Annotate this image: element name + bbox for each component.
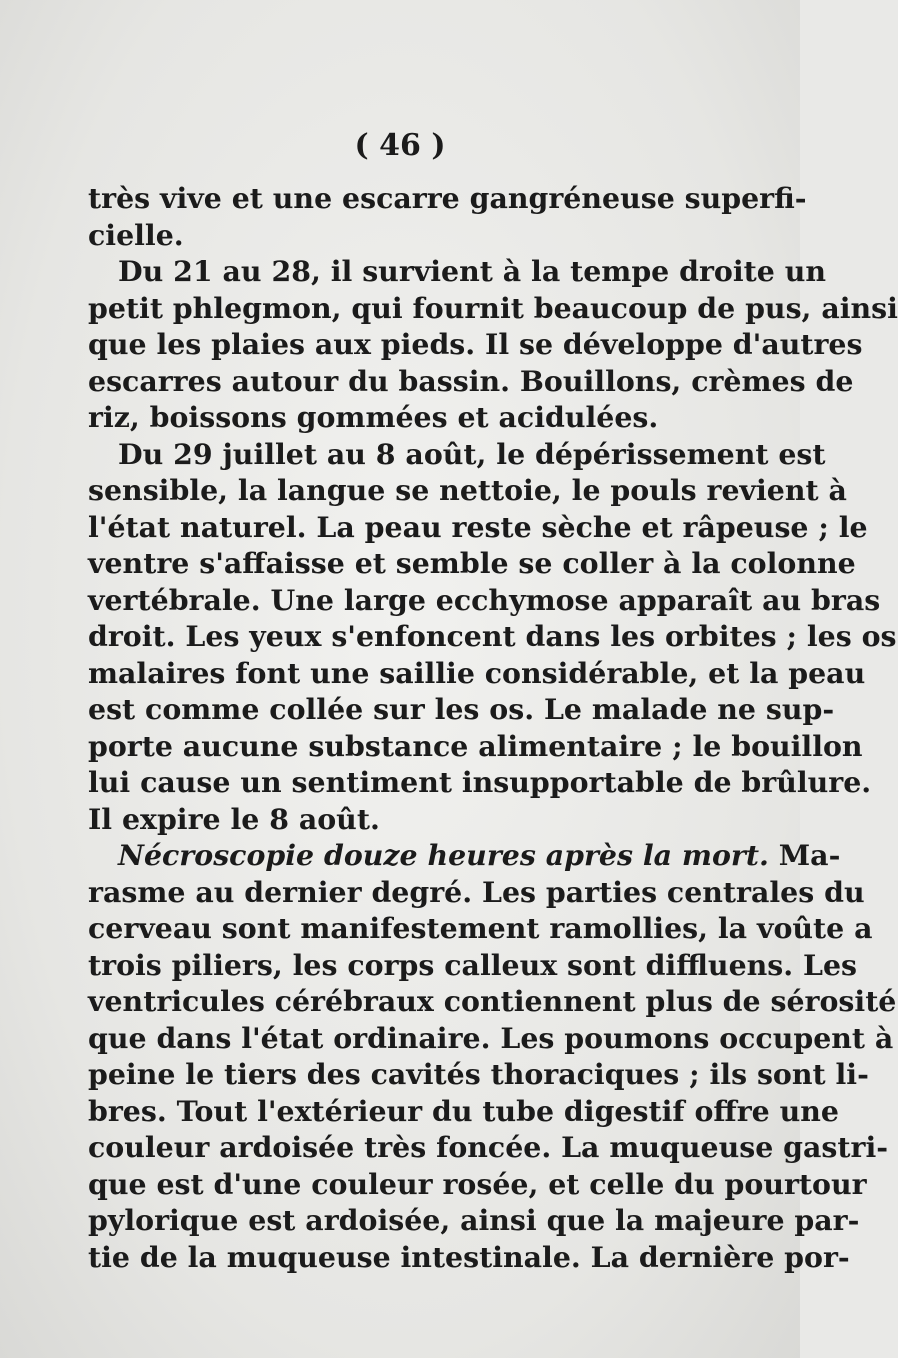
text-line: Il expire le 8 août. bbox=[88, 801, 380, 836]
text-line: très vive et une escarre gangréneuse superfi- bbox=[88, 181, 807, 215]
text-line: est comme collée sur les os. Le malade ne sup- bbox=[88, 692, 835, 726]
text-line: tie de la muqueuse intestinale. La dernière por- bbox=[88, 1239, 850, 1274]
text-line: rasme au dernier degré. Les parties centrales du bbox=[88, 874, 865, 909]
paragraph-start-line: Du 21 au 28, il survient à la tempe droite un bbox=[118, 254, 826, 288]
text-line: porte aucune substance alimentaire ; le bouillon bbox=[88, 728, 863, 763]
text-line: que les plaies aux pieds. Il se développe d'autres bbox=[88, 327, 863, 361]
text-line: cerveau sont manifestement ramollies, la voûte a bbox=[88, 911, 873, 945]
text-line: ventre s'affaisse et semble se coller à la colonne bbox=[88, 546, 856, 580]
text-line: lui cause un sentiment insupportable de brûlure. bbox=[88, 765, 872, 799]
text-line: cielle. bbox=[88, 217, 184, 252]
text-line: sensible, la langue se nettoie, le pouls revient à bbox=[88, 473, 847, 507]
necroscopy-heading-line bbox=[88, 837, 841, 874]
body-text bbox=[88, 180, 898, 1275]
text-line: pylorique est ardoisée, ainsi que la majeure par- bbox=[88, 1203, 860, 1237]
text-line: droit. Les yeux s'enfoncent dans les orbites ; les os bbox=[88, 619, 897, 653]
page-number: ( 46 ) bbox=[354, 128, 446, 163]
necroscopy-heading: Nécroscopie douze heures après la mort. bbox=[118, 838, 769, 872]
text-fragment: Ma- bbox=[778, 838, 841, 872]
text-line: malaires font une saillie considérable, et la peau bbox=[88, 655, 866, 690]
text-line: l'état naturel. La peau reste sèche et râpeuse ; le bbox=[88, 509, 868, 544]
text-line: que dans l'état ordinaire. Les poumons occupent à bbox=[88, 1020, 894, 1055]
text-line: bres. Tout l'extérieur du tube digestif offre une bbox=[88, 1093, 839, 1128]
text-line: vertébrale. Une large ecchymose apparaît au bras bbox=[88, 582, 881, 617]
text-line: ventricules cérébraux contiennent plus de sérosité bbox=[88, 984, 897, 1018]
text-line: que est d'une couleur rosée, et celle du pourtour bbox=[88, 1166, 867, 1201]
text-line: riz, boissons gommées et acidulées. bbox=[88, 400, 659, 434]
text-line: trois piliers, les corps calleux sont diffluens. Les bbox=[88, 947, 858, 982]
text-line: petit phlegmon, qui fournit beaucoup de pus, ainsi bbox=[88, 290, 898, 325]
paragraph-start-line: Du 29 juillet au 8 août, le dépérissement est bbox=[118, 436, 826, 471]
text-line: peine le tiers des cavités thoraciques ; ils sont li- bbox=[88, 1057, 869, 1091]
text-line: couleur ardoisée très foncée. La muqueuse gastri- bbox=[88, 1130, 889, 1164]
text-line: escarres autour du bassin. Bouillons, crèmes de bbox=[88, 363, 854, 398]
